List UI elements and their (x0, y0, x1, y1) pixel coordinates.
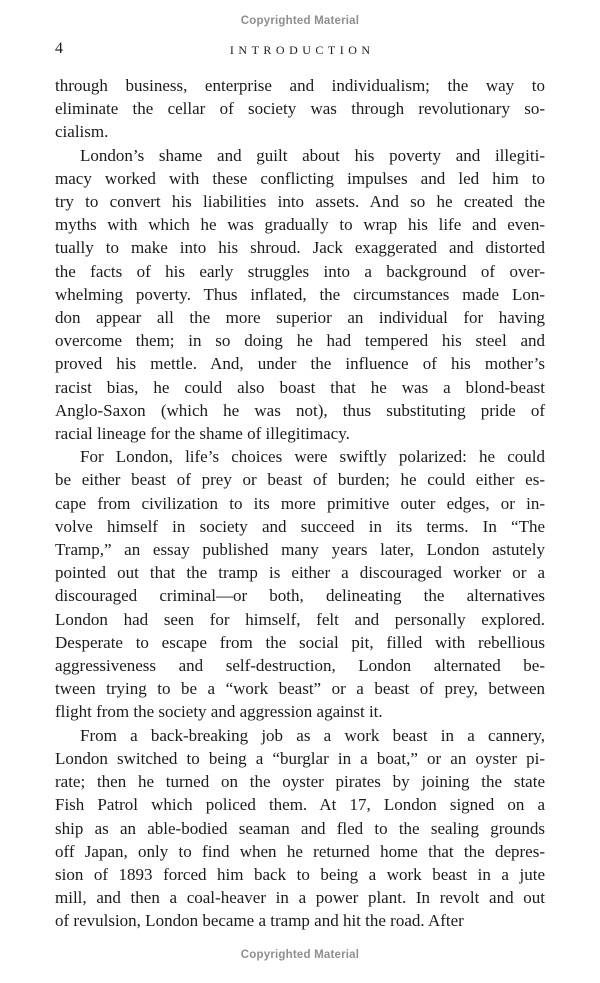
text-line: tually to make into his shroud. Jack exaggerated and distorted (55, 238, 545, 258)
text-line: try to convert his liabilities into assets. And so he created the (55, 192, 545, 212)
paragraph (55, 445, 545, 723)
paragraph (55, 74, 545, 144)
text-line: proved his mettle. And, under the influence of his mother’s (55, 354, 545, 374)
copyright-notice-bottom: Copyrighted Material (240, 949, 360, 961)
paragraph (55, 724, 545, 933)
text-line: aggressiveness and self-destruction, London alternated be- (55, 656, 545, 676)
text-line: of revulsion, London became a tramp and hit the road. After (55, 911, 464, 931)
text-line: Fish Patrol which policed them. At 17, London signed on a (55, 795, 545, 815)
text-line: tween trying to be a “work beast” or a beast of prey, between (55, 679, 545, 699)
text-line: For London, life’s choices were swiftly polarized: he could (80, 447, 545, 467)
text-line: myths with which he was gradually to wrap his life and even- (55, 215, 545, 235)
text-line: racist bias, he could also boast that he was a blond-beast (55, 377, 545, 397)
text-line: the facts of his early struggles into a background of over- (55, 261, 545, 281)
text-line: volve himself in society and succeed in its terms. In “The (55, 516, 545, 536)
text-line: Desperate to escape from the social pit, filled with rebellious (55, 632, 545, 652)
running-head: INTRODUCTION (229, 43, 375, 57)
copyright-notice-top: Copyrighted Material (240, 15, 360, 27)
text-line: eliminate the cellar of society was through revolutionary so- (55, 99, 545, 119)
text-line: London’s shame and guilt about his poverty and illegiti- (80, 145, 545, 165)
text-line: off Japan, only to find when he returned home that the depres- (55, 841, 545, 861)
text-line: whelming poverty. Thus inflated, the circumstances made Lon- (55, 284, 545, 304)
text-line: racial lineage for the shame of illegitimacy. (55, 424, 350, 444)
text-line: ship as an able-bodied seaman and fled to the sealing grounds (55, 818, 545, 838)
page-body-text (55, 74, 545, 933)
text-line: London had seen for himself, felt and personally explored. (55, 609, 545, 629)
text-line: discouraged criminal—or both, delineating the alternatives (55, 586, 545, 606)
text-line: London switched to being a “burglar in a boat,” or an oyster pi- (55, 748, 545, 768)
text-line: Tramp,” an essay published many years later, London astutely (55, 540, 545, 560)
text-line: cialism. (55, 122, 109, 142)
page-header (55, 40, 545, 58)
text-line: sion of 1893 forced him back to being a work beast in a jute (55, 864, 545, 884)
text-line: pointed out that the tramp is either a discouraged worker or a (55, 563, 545, 583)
text-line: don appear all the more superior an individual for having (55, 308, 545, 328)
text-line: mill, and then a coal-heaver in a power plant. In revolt and out (55, 888, 545, 908)
text-line: rate; then he turned on the oyster pirates by joining the state (55, 772, 545, 792)
page-number: 4 (55, 40, 63, 57)
text-line: be either beast of prey or beast of burden; he could either es- (55, 470, 545, 490)
text-line: through business, enterprise and individualism; the way to (55, 76, 545, 95)
text-line: From a back-breaking job as a work beast in a cannery, (80, 725, 545, 745)
text-line: flight from the society and aggression against it. (55, 702, 383, 722)
text-line: overcome them; in so doing he had tempered his steel and (55, 331, 545, 351)
text-line: cape from civilization to its more primitive outer edges, or in- (55, 493, 545, 513)
text-line: macy worked with these conflicting impulses and led him to (55, 168, 545, 188)
paragraph (55, 144, 545, 446)
text-line: Anglo-Saxon (which he was not), thus substituting pride of (55, 400, 545, 420)
